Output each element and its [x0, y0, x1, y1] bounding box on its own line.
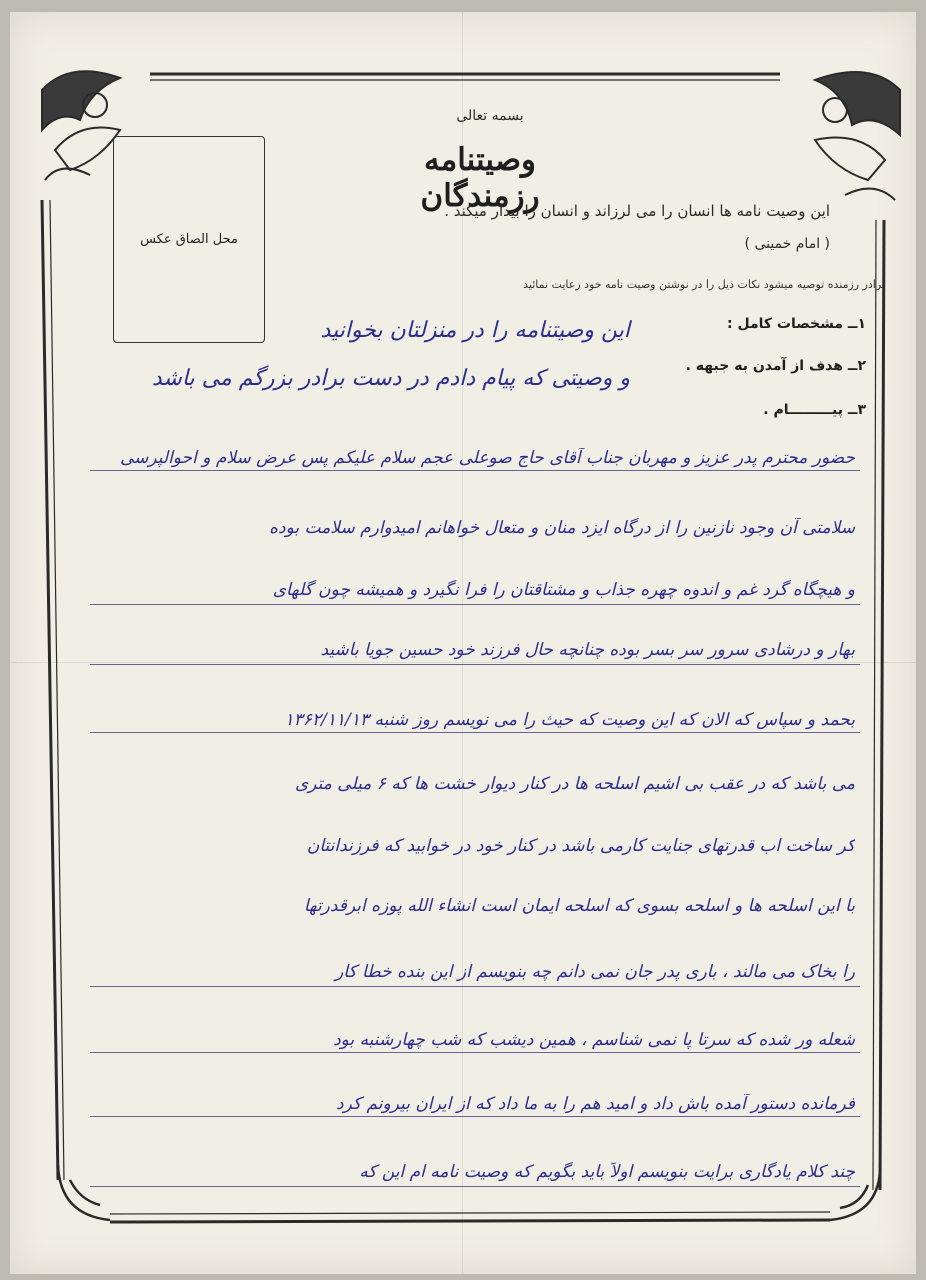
letter-line: فرمانده دستور آمده باش داد و امید هم را به ما داد که از ایران بیرونم کرد	[336, 1094, 855, 1114]
letter-line: کر ساخت اب قدرتهای جنایت کارمی باشد در کنار خود در خوابید که فرزندانتان	[306, 836, 855, 856]
field-label-message: ۳ــ پیـــــــــام .	[763, 402, 866, 418]
letter-line: چند کلام یادگاری برایت بنویسم اولاً باید بگویم که وصیت نامه ام این که	[359, 1162, 855, 1182]
letter-line: حضور محترم پدر عزیز و مهربان جناب آقای حاج صوعلی عجم سلام علیکم پس عرض سلام و احوالپرسی	[119, 448, 855, 468]
photo-placeholder-box	[113, 136, 265, 343]
handwritten-answer-details: این وصیتنامه را در منزلتان بخوانید	[320, 318, 630, 343]
photo-box-label: محل الصاق عکس	[140, 232, 238, 247]
field-label-details: ۱ــ مشخصات کامل :	[726, 316, 866, 332]
letter-line: بهار و درشادی سرور سر بسر بوده چنانچه حال فرزند خود حسین جویا باشید	[320, 640, 855, 660]
letter-line: را بخاک می مالند ، باری پدر جان نمی دانم چه بنویسم از این بنده خطا کار	[335, 962, 855, 982]
ruled-line	[90, 664, 860, 665]
ruled-line	[90, 986, 860, 987]
quote-attribution: ( امام خمینی )	[744, 236, 830, 252]
letter-line: و هیچگاه گرد غم و اندوه چهره جذاب و مشتاقتان را فرا نگیرد و همیشه چون گلهای	[272, 580, 855, 600]
letter-line: شعله ور شده که سرتا پا نمی شناسم ، همین دیشب که شب چهارشنبه بود	[333, 1030, 855, 1050]
letter-line: می باشد که در عقب بی اشیم اسلحه ها در کنار دیوار خشت ها که ۶ میلی متری	[294, 774, 855, 794]
form-instruction: برادر رزمنده توصیه میشود نکات ذیل را در نوشتن وصیت نامه خود رعایت نمائید	[523, 278, 885, 291]
paper-fold-horizontal	[10, 662, 916, 663]
ruled-line	[90, 470, 860, 471]
ruled-line	[90, 604, 860, 605]
ruled-line	[90, 1052, 860, 1053]
field-label-purpose: ۲ــ هدف از آمدن به جبهه .	[685, 358, 866, 374]
letter-line: سلامتی آن وجود نازنین را از درگاه ایزد منان و متعال خواهانم امیدوارم سلامت بوده	[269, 518, 855, 538]
ruled-line	[90, 1186, 860, 1187]
header-quote: این وصیت نامه ها انسان را می لرزاند و انسان را بیدار میکند .	[444, 202, 830, 220]
ruled-line	[90, 1116, 860, 1117]
bismillah-heading: بسمه تعالی	[456, 108, 524, 124]
document-title: وصیتنامه رزمندگان	[420, 142, 540, 214]
handwritten-answer-purpose: و وصیتی که پیام دادم در دست برادر بزرگم می باشد	[151, 366, 630, 391]
ruled-line	[90, 732, 860, 733]
letter-line: بحمد و سپاس که الان که این وصیت که حیث را می نویسم روز شنبه ۱۳۶۲/۱۱/۱۳	[284, 710, 855, 730]
letter-line: با این اسلحه ها و اسلحه بسوی که اسلحه ایمان است انشاء الله پوزه ابرقدرتها	[303, 896, 855, 916]
